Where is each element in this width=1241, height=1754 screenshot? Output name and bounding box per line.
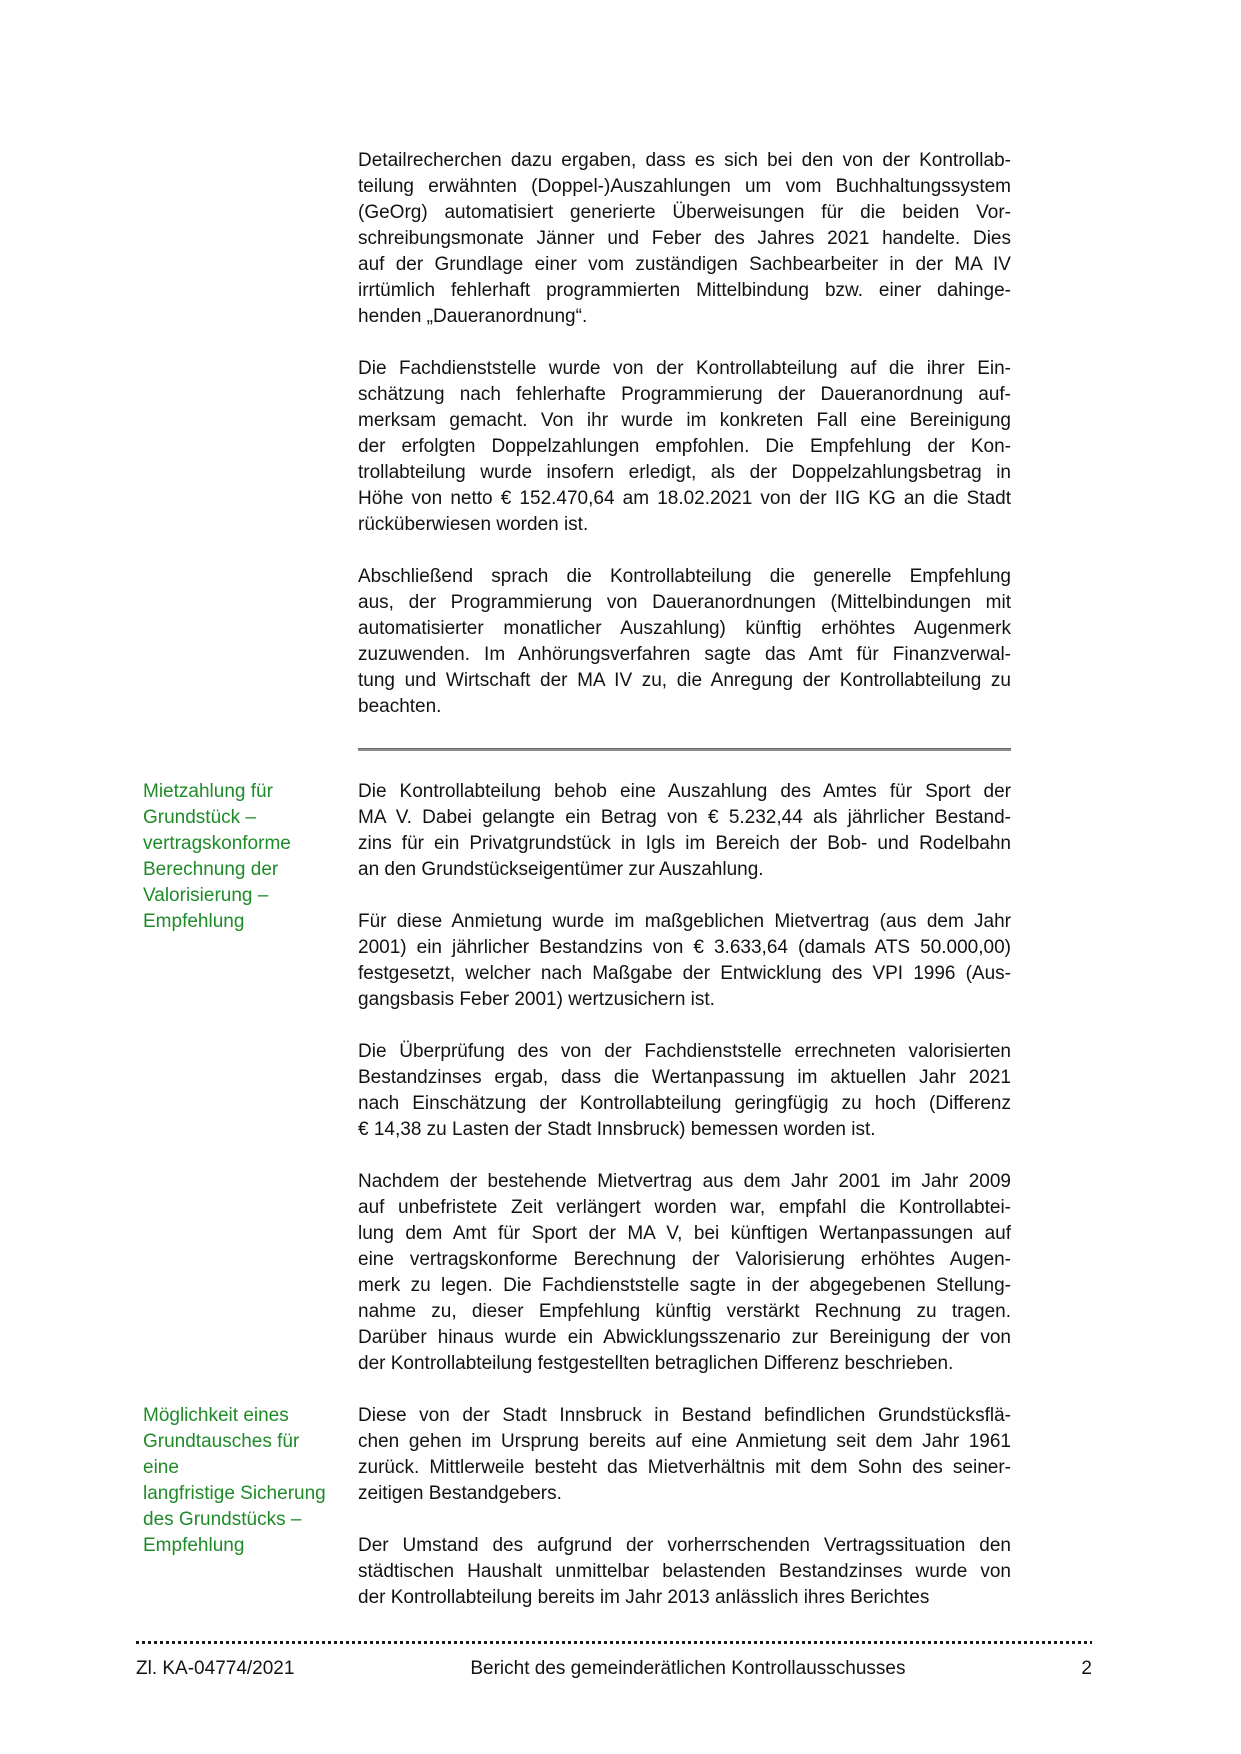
- paragraph: [358, 1169, 1011, 1377]
- text-line: Höhe von netto € 152.470,64 am 18.02.2021 von der IIG KG an die Stadt: [358, 488, 1011, 509]
- text-line: nahme zu, dieser Empfehlung künftig verstärkt Rechnung zu tragen.: [358, 1301, 1011, 1322]
- margin-heading: [143, 779, 358, 1403]
- document-section: [143, 1403, 1241, 1637]
- text-line: aus, der Programmierung von Daueranordnungen (Mittelbindungen mit: [358, 592, 1011, 613]
- margin-heading: [143, 1403, 358, 1637]
- text-line: MA V. Dabei gelangte ein Betrag von € 5.232,44 als jährlicher Bestand-: [358, 807, 1011, 828]
- text-line: rücküberwiesen worden ist.: [358, 514, 589, 535]
- margin-heading-line: Grundtausches für eine: [143, 1431, 300, 1478]
- text-line: Der Umstand des aufgrund der vorherrschenden Vertragssituation den: [358, 1535, 1011, 1556]
- text-line: gangsbasis Feber 2001) wertzusichern ist.: [358, 989, 715, 1010]
- margin-heading-line: Empfehlung: [143, 911, 245, 932]
- text-line: Nachdem der bestehende Mietvertrag aus dem Jahr 2001 im Jahr 2009: [358, 1171, 1011, 1192]
- paragraph: [358, 1403, 1011, 1507]
- section-separator: [358, 748, 1241, 751]
- text-line: Darüber hinaus wurde ein Abwicklungsszenario zur Bereinigung der von: [358, 1327, 1011, 1348]
- text-line: 2001) ein jährlicher Bestandzins von € 3.633,64 (damals ATS 50.000,00): [358, 937, 1011, 958]
- text-line: teilung erwähnten (Doppel-)Auszahlungen um vom Buchhaltungssystem: [358, 176, 1011, 197]
- text-line: festgesetzt, welcher nach Maßgabe der Entwicklung des VPI 1996 (Aus-: [358, 963, 1011, 984]
- text-line: merksam gemacht. Von ihr wurde im konkreten Fall eine Bereinigung: [358, 410, 1011, 431]
- document-body: [143, 148, 1241, 1637]
- text-line: Bestandzinses ergab, dass die Wertanpassung im aktuellen Jahr 2021: [358, 1067, 1011, 1088]
- paragraph: [358, 779, 1011, 883]
- text-line: nach Einschätzung der Kontrollabteilung geringfügig zu hoch (Differenz: [358, 1093, 1011, 1114]
- body-text-column: [358, 1403, 1011, 1637]
- text-line: chen gehen im Ursprung bereits auf eine Anmietung seit dem Jahr 1961: [358, 1431, 1011, 1452]
- body-text-column: [358, 148, 1011, 746]
- text-line: schätzung nach fehlerhafte Programmierung der Daueranordnung auf-: [358, 384, 1011, 405]
- text-line: Diese von der Stadt Innsbruck in Bestand befindlichen Grundstücksflä-: [358, 1405, 1011, 1426]
- margin-heading-line: Grundstück –: [143, 807, 256, 828]
- text-line: Abschließend sprach die Kontrollabteilung die generelle Empfehlung: [358, 566, 1011, 587]
- text-line: zurück. Mittlerweile besteht das Mietverhältnis mit dem Sohn des seiner-: [358, 1457, 1011, 1478]
- document-section: [143, 779, 1241, 1403]
- text-line: henden „Daueranordnung“.: [358, 306, 588, 327]
- text-line: irrtümlich fehlerhaft programmierten Mittelbindung bzw. einer dahinge-: [358, 280, 1011, 301]
- paragraph: [358, 909, 1011, 1013]
- text-line: Für diese Anmietung wurde im maßgeblichen Mietvertrag (aus dem Jahr: [358, 911, 1011, 932]
- text-line: zeitigen Bestandgebers.: [358, 1483, 562, 1504]
- margin-heading-line: vertragskonforme: [143, 833, 291, 854]
- text-line: trollabteilung wurde insofern erledigt, als der Doppelzahlungsbetrag in: [358, 462, 1011, 483]
- document-section: [143, 148, 1241, 746]
- paragraph: [358, 564, 1011, 720]
- text-line: Die Fachdienststelle wurde von der Kontrollabteilung auf die ihrer Ein-: [358, 358, 1011, 379]
- text-line: merk zu legen. Die Fachdienststelle sagte in der abgegebenen Stellung-: [358, 1275, 1011, 1296]
- text-line: zins für ein Privatgrundstück in Igls im Bereich der Bob- und Rodelbahn: [358, 833, 1011, 854]
- text-line: städtischen Haushalt unmittelbar belastenden Bestandzinses wurde von: [358, 1561, 1011, 1582]
- text-line: auf der Grundlage einer vom zuständigen Sachbearbeiter in der MA IV: [358, 254, 1011, 275]
- text-line: auf unbefristete Zeit verlängert worden war, empfahl die Kontrollabtei-: [358, 1197, 1011, 1218]
- margin-heading: [143, 148, 358, 746]
- margin-heading-line: Valorisierung –: [143, 885, 269, 906]
- text-line: Detailrecherchen dazu ergaben, dass es sich bei den von der Kontrollab-: [358, 150, 1011, 171]
- text-line: der Kontrollabteilung bereits im Jahr 2013 anlässlich ihres Berichtes: [358, 1587, 930, 1608]
- text-line: automatisierter monatlicher Auszahlung) künftig erhöhtes Augenmerk: [358, 618, 1011, 639]
- text-line: Die Überprüfung des von der Fachdienststelle errechneten valorisierten: [358, 1041, 1011, 1062]
- text-line: tung und Wirtschaft der MA IV zu, die Anregung der Kontrollabteilung zu: [358, 670, 1011, 691]
- text-line: zuzuwenden. Im Anhörungsverfahren sagte das Amt für Finanzverwal-: [358, 644, 1011, 665]
- margin-heading-line: Mietzahlung für: [143, 781, 273, 802]
- paragraph: [358, 148, 1011, 330]
- body-text-column: [358, 779, 1011, 1403]
- page-footer: [136, 1641, 1092, 1681]
- footer-dotted-rule: [136, 1641, 1092, 1644]
- separator-line: [358, 748, 1011, 751]
- footer-title: Bericht des gemeinderätlichen Kontrollausschusses: [470, 1658, 906, 1679]
- margin-heading-line: des Grundstücks –: [143, 1509, 302, 1530]
- text-line: Die Kontrollabteilung behob eine Auszahlung des Amtes für Sport der: [358, 781, 1011, 802]
- margin-heading-line: Empfehlung: [143, 1535, 245, 1556]
- text-line: der Kontrollabteilung festgestellten betraglichen Differenz beschrieben.: [358, 1353, 954, 1374]
- footer-reference: Zl. KA-04774/2021: [136, 1658, 295, 1679]
- paragraph: [358, 1533, 1011, 1611]
- paragraph: [358, 356, 1011, 538]
- paragraph: [358, 1039, 1011, 1143]
- margin-heading-line: Möglichkeit eines: [143, 1405, 289, 1426]
- text-line: (GeOrg) automatisiert generierte Überweisungen für die beiden Vor-: [358, 202, 1011, 223]
- margin-heading-line: langfristige Sicherung: [143, 1483, 326, 1504]
- text-line: € 14,38 zu Lasten der Stadt Innsbruck) bemessen worden ist.: [358, 1119, 876, 1140]
- margin-heading-line: Berechnung der: [143, 859, 279, 880]
- footer-page-number: 2: [1081, 1658, 1092, 1679]
- text-line: schreibungsmonate Jänner und Feber des Jahres 2021 handelte. Dies: [358, 228, 1011, 249]
- text-line: lung dem Amt für Sport der MA V, bei künftigen Wertanpassungen auf: [358, 1223, 1011, 1244]
- text-line: an den Grundstückseigentümer zur Auszahlung.: [358, 859, 764, 880]
- text-line: eine vertragskonforme Berechnung der Valorisierung erhöhtes Augen-: [358, 1249, 1011, 1270]
- text-line: beachten.: [358, 696, 442, 717]
- text-line: der erfolgten Doppelzahlungen empfohlen. Die Empfehlung der Kon-: [358, 436, 1011, 457]
- footer-row: [136, 1657, 1092, 1681]
